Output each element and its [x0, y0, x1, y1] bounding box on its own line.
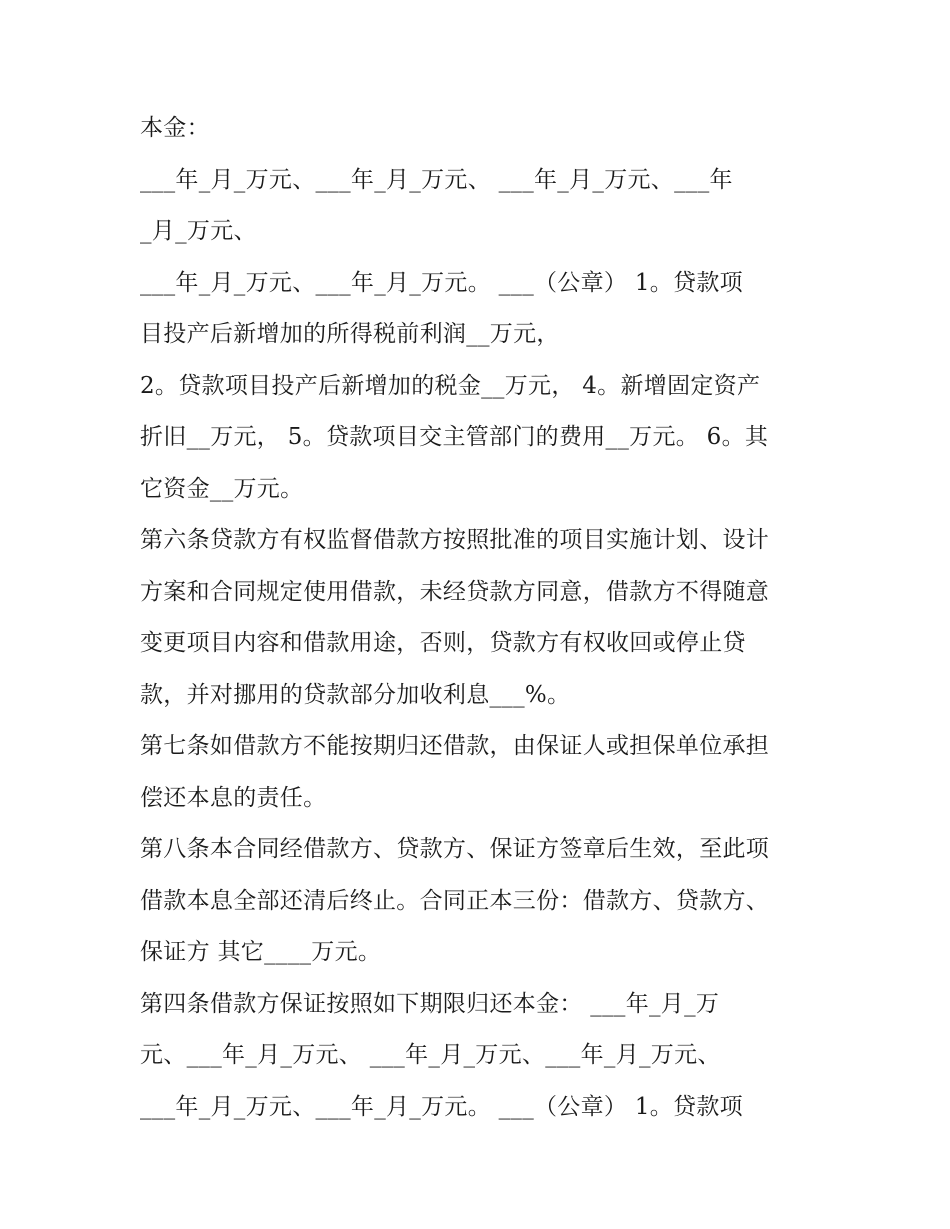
text-line: 2。贷款项目投产后新增加的税金__万元， 4。新增固定资产: [140, 372, 761, 399]
text-line: 保证方 其它____万元。: [140, 939, 382, 965]
text-line: ___年_月_万元、___年_月_万元。 ___（公章） 1。贷款项: [140, 1093, 743, 1120]
text-line: ___年_月_万元、___年_月_万元。 ___（公章） 1。贷款项: [140, 269, 743, 296]
text-line: 第四条借款方保证按照如下期限归还本金： ___年_月_万: [140, 990, 720, 1017]
text-line: 它资金__万元。: [140, 475, 304, 502]
text-line: 第六条贷款方有权监督借款方按照批准的项目实施计划、设计: [140, 527, 770, 553]
text-line: ___年_月_万元、___年_月_万元、 ___年_月_万元、___年: [140, 166, 733, 193]
text-line: 偿还本息的责任。: [140, 784, 327, 811]
text-line: 款，并对挪用的贷款部分加收利息___%。: [140, 681, 571, 708]
text-line: 方案和合同规定使用借款，未经贷款方同意，借款方不得随意: [140, 578, 770, 605]
text-line: 折旧__万元， 5。贷款项目交主管部门的费用__万元。 6。其: [140, 424, 769, 450]
text-line: 元、___年_月_万元、 ___年_月_万元、___年_月_万元、: [140, 1042, 721, 1068]
text-line: 变更项目内容和借款用途，否则，贷款方有权收回或停止贷: [140, 630, 746, 656]
text-line: 借款本息全部还清后终止。合同正本三份：借款方、贷款方、: [140, 887, 770, 914]
document-body: [140, 103, 820, 1133]
text-line: 第七条如借款方不能按期归还借款，由保证人或担保单位承担: [140, 733, 770, 759]
text-line: 目投产后新增加的所得税前利润__万元，: [140, 321, 560, 347]
text-line: 本金：: [140, 115, 210, 141]
text-line: _月_万元、: [140, 218, 257, 244]
text-line: 第八条本合同经借款方、贷款方、保证方签章后生效，至此项: [140, 836, 770, 862]
